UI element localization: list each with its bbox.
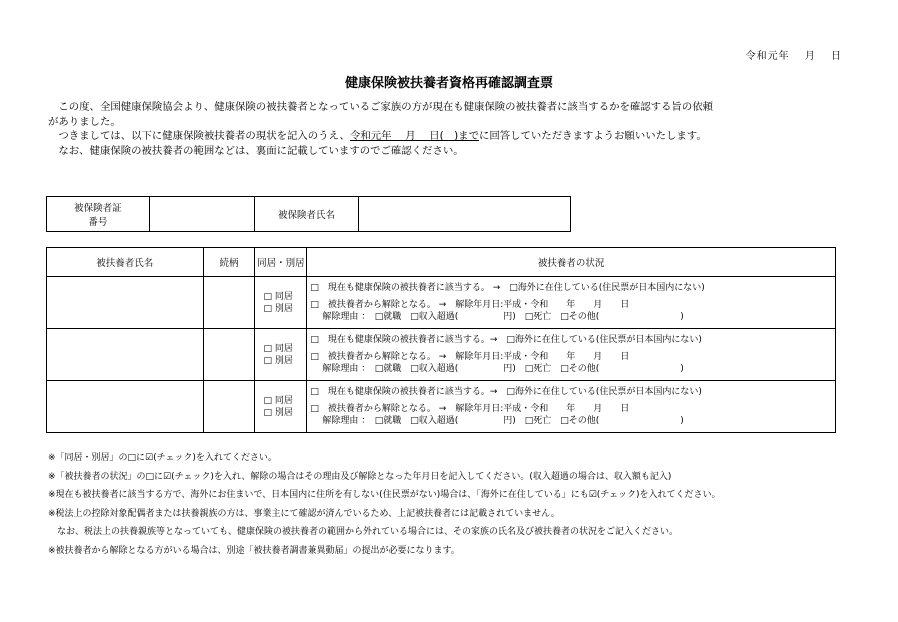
note-item: ※「同居・別居」の□に☑(チェック)を入れてください。 bbox=[48, 453, 277, 463]
intro-line-3-pre: つきましては、以下に健康保険被扶養者の現状を記入のうえ、 bbox=[58, 130, 350, 142]
intro-line-3-post: に回答していただきますようお願いいたします。 bbox=[478, 130, 707, 142]
cohab-cell bbox=[255, 277, 307, 329]
intro-line-3 bbox=[48, 129, 848, 144]
status-still-dependent[interactable]: □ 現在も健康保険の被扶養者に該当する。→ □海外に在住している(住民票が日本国内にない) bbox=[310, 387, 702, 397]
status-still-dependent[interactable]: □ 現在も健康保険の被扶養者に該当する。 → □海外に在住している(住民票が日本国内にない) bbox=[310, 283, 705, 293]
table-row bbox=[47, 277, 836, 329]
deadline-text: 令和元年 月 日( )まで bbox=[349, 130, 479, 142]
status-cell bbox=[307, 277, 836, 329]
relation-field[interactable] bbox=[203, 277, 255, 329]
header-dependent-name: 被扶養者氏名 bbox=[47, 248, 204, 277]
insured-name-field[interactable] bbox=[359, 197, 571, 232]
cohab-checkbox-together[interactable]: □ 同居 bbox=[263, 395, 293, 406]
note-item: ※現在も被扶養者に該当する方で、海外にお住まいで、日本国内に住所を有しない(住民票がない)場合は、「海外に在住している」にも☑(チェック)を入れてください。 bbox=[48, 490, 721, 500]
note-item: なお、税法上の扶養親族等となっていても、健康保険の被扶養者の範囲から外れている場合には、その家族の氏名及び被扶養者の状況をご記入ください。 bbox=[57, 527, 679, 537]
header-relation: 続柄 bbox=[203, 248, 255, 277]
dependent-name-field[interactable] bbox=[47, 381, 204, 433]
header-cohabitation: 同居・別居 bbox=[255, 248, 307, 277]
intro-line-4: なお、健康保険の被扶養者の範囲などは、裏面に記載していますのでご確認ください。 bbox=[58, 144, 464, 157]
document-title: 健康保険被扶養者資格再確認調査票 bbox=[344, 76, 553, 91]
removal-reason[interactable]: 解除理由 ： □就職 □収入超過( 円) □死亡 □その他( ) bbox=[322, 312, 684, 322]
insured-info-table bbox=[46, 196, 571, 232]
intro-text bbox=[48, 100, 848, 158]
intro-line-2: がありました。 bbox=[48, 115, 121, 128]
note-item: ※税法上の控除対象配偶者または扶養親族の方は、事業主にて確認が済んでいるため、上記被扶養者には記載されていません。 bbox=[48, 508, 560, 519]
status-cell bbox=[307, 381, 836, 433]
note-item: ※被扶養者から解除となる方がいる場合は、別途「被扶養者調書兼異動届」の提出が必要になります。 bbox=[48, 545, 460, 556]
insured-number-label: 被保険者証 番号 bbox=[47, 197, 150, 232]
cohab-checkbox-together[interactable]: □ 同居 bbox=[263, 343, 293, 354]
status-removed[interactable]: □ 被扶養者から解除となる。 → 解除年月日:平成・令和 年 月 日 bbox=[310, 300, 630, 310]
insured-number-field[interactable] bbox=[149, 197, 254, 232]
header-status: 被扶養者の状況 bbox=[307, 248, 836, 277]
cohab-checkbox-separate[interactable]: □ 別居 bbox=[263, 355, 293, 366]
removal-reason[interactable]: 解除理由 ： □就職 □収入超過( 円) □死亡 □その他( ) bbox=[322, 364, 684, 374]
dependent-name-field[interactable] bbox=[47, 329, 204, 381]
cohab-cell bbox=[255, 381, 307, 433]
relation-field[interactable] bbox=[203, 381, 255, 433]
status-removed[interactable]: □ 被扶養者から解除となる。 → 解除年月日:平成・令和 年 月 日 bbox=[310, 352, 630, 362]
status-cell bbox=[307, 329, 836, 381]
status-removed[interactable]: □ 被扶養者から解除となる。 → 解除年月日:平成・令和 年 月 日 bbox=[310, 404, 630, 414]
insured-name-label: 被保険者氏名 bbox=[254, 197, 359, 232]
notes-section bbox=[48, 449, 868, 560]
table-row bbox=[47, 381, 836, 433]
dependent-name-field[interactable] bbox=[47, 277, 204, 329]
cohab-cell bbox=[255, 329, 307, 381]
cohab-checkbox-separate[interactable]: □ 別居 bbox=[263, 407, 293, 418]
date-field[interactable]: 令和元年 月 日 bbox=[745, 51, 842, 62]
note-item: ※「被扶養者の状況」の□に☑(チェック)を入れ、解除の場合はその理由及び解除となった年月日を記入してください。(収入超過の場合は、収入額も記入) bbox=[48, 471, 672, 482]
table-row bbox=[47, 329, 836, 381]
intro-line-1: この度、全国健康保険協会より、健康保険の被扶養者となっているご家族の方が現在も健康保険の被扶養者に該当するかを確認する旨の依頼 bbox=[58, 101, 713, 113]
removal-reason[interactable]: 解除理由 ： □就職 □収入超過( 円) □死亡 □その他( ) bbox=[322, 416, 684, 426]
relation-field[interactable] bbox=[203, 329, 255, 381]
cohab-checkbox-together[interactable]: □ 同居 bbox=[263, 291, 293, 302]
cohab-checkbox-separate[interactable]: □ 別居 bbox=[263, 303, 293, 314]
status-still-dependent[interactable]: □ 現在も健康保険の被扶養者に該当する。→ □海外に在住している(住民票が日本国内にない) bbox=[310, 335, 702, 345]
dependents-table bbox=[46, 247, 836, 433]
